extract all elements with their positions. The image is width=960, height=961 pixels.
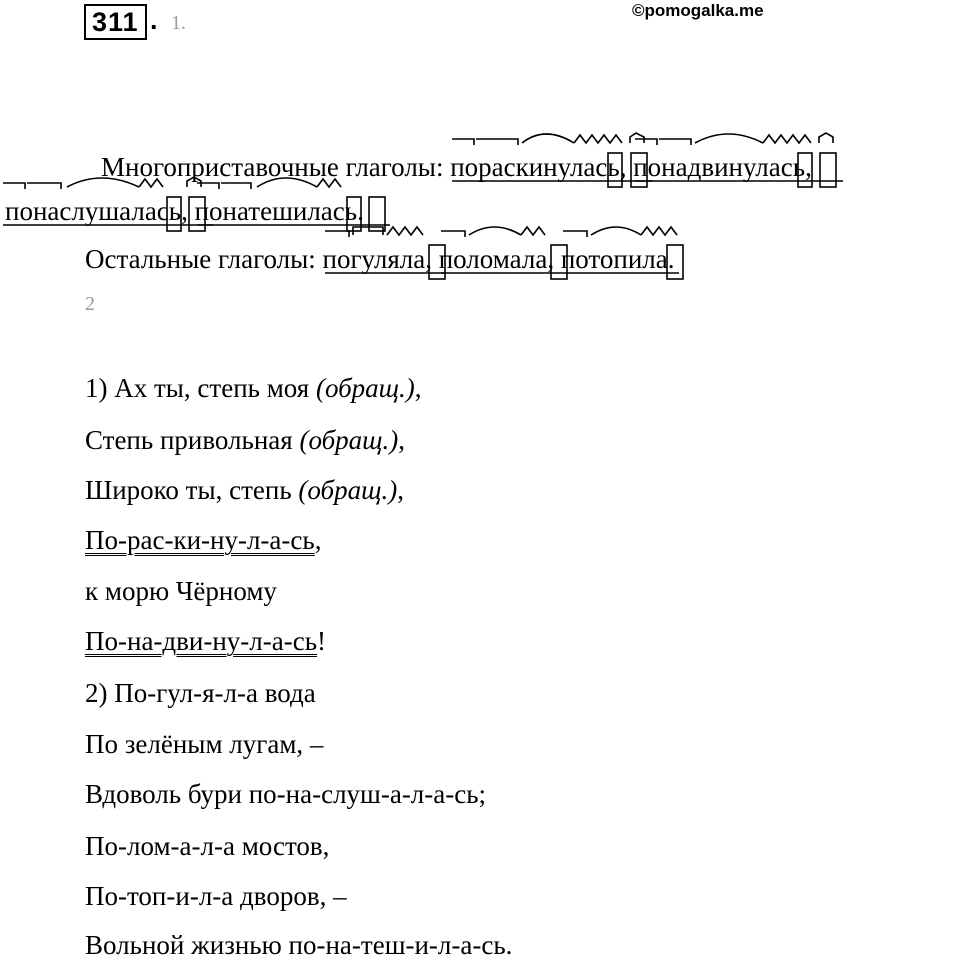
poem-line-8: По зелёным лугам, –: [85, 729, 324, 759]
poem-line-5: к морю Чёрному: [85, 576, 277, 606]
poem-line-6: По-на-дви-ну-л-а-сь!: [85, 626, 327, 656]
other-verbs-label: Остальные глаголы:: [85, 244, 316, 274]
poem-line-7: 2) По-гул-я-л-а вода: [85, 678, 316, 708]
poem-line-9: Вдоволь бури по-на-слуш-а-л-а-сь;: [85, 779, 487, 809]
address-note: (обращ.): [298, 475, 398, 505]
address-note: (обращ.): [299, 425, 399, 455]
verb-pogulyala: погуляла: [323, 243, 426, 275]
poem-line-11: По-топ-и-л-а дворов, –: [85, 881, 347, 911]
multi-prefix-line: Многоприставочные глаголы: пораскинулась , понадвинулась ,: [101, 151, 812, 183]
poem-line-2: Степь привольная (обращ.),: [85, 425, 406, 455]
poem-line-3: Широко ты, степь (обращ.),: [85, 475, 404, 505]
copyright-watermark: ©pomogalka.me: [632, 1, 764, 20]
predicate-underlined: По-на-дви-ну-л-а-сь: [85, 626, 318, 656]
verb-ponateshilas: понатешилась: [195, 195, 357, 227]
verb-ponadvinulas: понадвинулась: [633, 151, 805, 183]
other-verbs-line: Остальные глаголы: погуляла , поломала , потопила .: [85, 243, 675, 275]
poem-line-10: По-лом-а-л-а мостов,: [85, 831, 330, 861]
multi-prefix-label: Многоприставочные глаголы:: [101, 152, 444, 182]
exercise-number-dot: .: [150, 5, 158, 35]
verb-polomala: поломала: [439, 243, 548, 275]
poem-line-12: Вольной жизнью по-на-теш-и-л-а-сь.: [85, 930, 513, 960]
multi-prefix-line-2: понаслушалась , понатешилась .: [5, 195, 364, 227]
verb-ponaslushalas: понаслушалась: [5, 195, 181, 227]
verb-poraskinulas: пораскинулась: [450, 151, 620, 183]
verb-potopila: потопила: [561, 243, 668, 275]
part-2-label: 2: [85, 293, 95, 315]
poem-line-1: 1) Ах ты, степь моя (обращ.),: [85, 373, 422, 403]
poem-line-4: По-рас-ки-ну-л-а-сь,: [85, 525, 322, 555]
part-1-label: 1.: [171, 12, 186, 34]
exercise-number: 311: [84, 4, 147, 40]
address-note: (обращ.): [315, 373, 415, 403]
predicate-underlined: По-рас-ки-ну-л-а-сь: [85, 525, 315, 555]
